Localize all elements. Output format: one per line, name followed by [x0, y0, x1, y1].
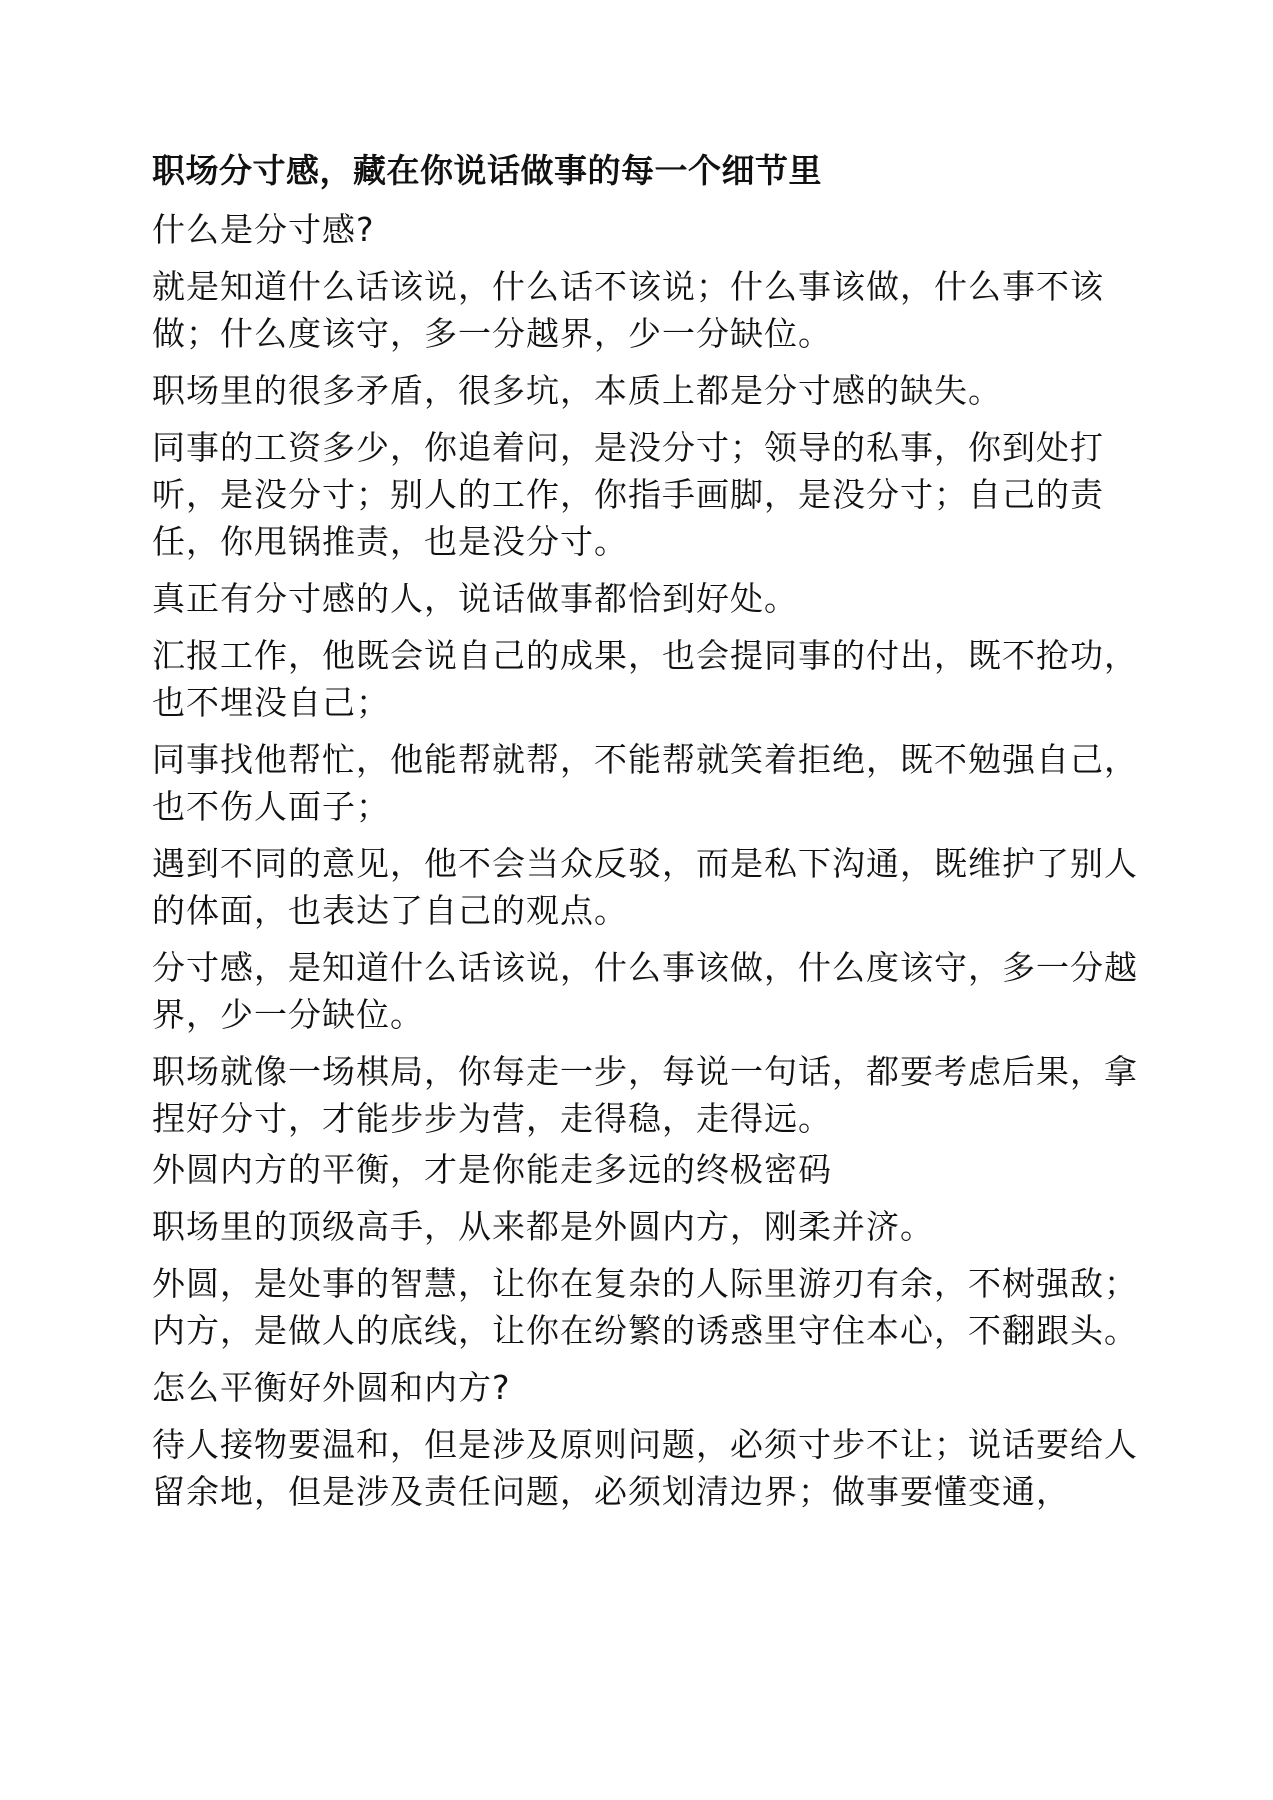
paragraph-definition: 就是知道什么话该说，什么话不该说；什么事该做，什么事不该做；什么度该守，多一分越界，少一分缺位。 — [152, 267, 1104, 353]
paragraph-different-opinion: 遇到不同的意见，他不会当众反驳，而是私下沟通，既维护了别人的体面，也表达了自己的观点。 — [152, 844, 1138, 930]
document-body — [152, 146, 1142, 1525]
document-title: 职场分寸感，藏在你说话做事的每一个细节里 — [152, 151, 822, 190]
paragraph-chess: 职场就像一场棋局，你每走一步，每说一句话，都要考虑后果，拿捏好分寸，才能步步为营，走得稳，走得远。 — [152, 1052, 1138, 1138]
paragraph-examples: 同事的工资多少，你追着问，是没分寸；领导的私事，你到处打听，是没分寸；别人的工作，你指手画脚，是没分寸；自己的责任，你甩锅推责，也是没分寸。 — [152, 428, 1104, 561]
paragraph-guidelines: 待人接物要温和，但是涉及原则问题，必须寸步不让；说话要给人留余地，但是涉及责任问题，必须划清边界；做事要懂变通， — [152, 1425, 1138, 1511]
paragraph-conflicts: 职场里的很多矛盾，很多坑，本质上都是分寸感的缺失。 — [152, 371, 1002, 410]
paragraph-round-square: 外圆，是处事的智慧，让你在复杂的人际里游刃有余，不树强敌；内方，是做人的底线，让你在纷繁的诱惑里守住本心，不翻跟头。 — [152, 1264, 1138, 1350]
paragraph-help-colleague: 同事找他帮忙，他能帮就帮，不能帮就笑着拒绝，既不勉强自己，也不伤人面子； — [152, 740, 1138, 826]
paragraph-summary: 分寸感，是知道什么话该说，什么事该做，什么度该守，多一分越界，少一分缺位。 — [152, 948, 1138, 1034]
paragraph-question: 什么是分寸感? — [152, 210, 375, 249]
paragraph-report-work: 汇报工作，他既会说自己的成果，也会提同事的付出，既不抢功，也不埋没自己； — [152, 636, 1138, 722]
paragraph-subheading: 外圆内方的平衡，才是你能走多远的终极密码 — [152, 1150, 832, 1189]
paragraph-proper-person: 真正有分寸感的人，说话做事都恰到好处。 — [152, 579, 798, 618]
paragraph-masters: 职场里的顶级高手，从来都是外圆内方，刚柔并济。 — [152, 1207, 934, 1246]
paragraph-how-balance: 怎么平衡好外圆和内方? — [152, 1368, 511, 1407]
